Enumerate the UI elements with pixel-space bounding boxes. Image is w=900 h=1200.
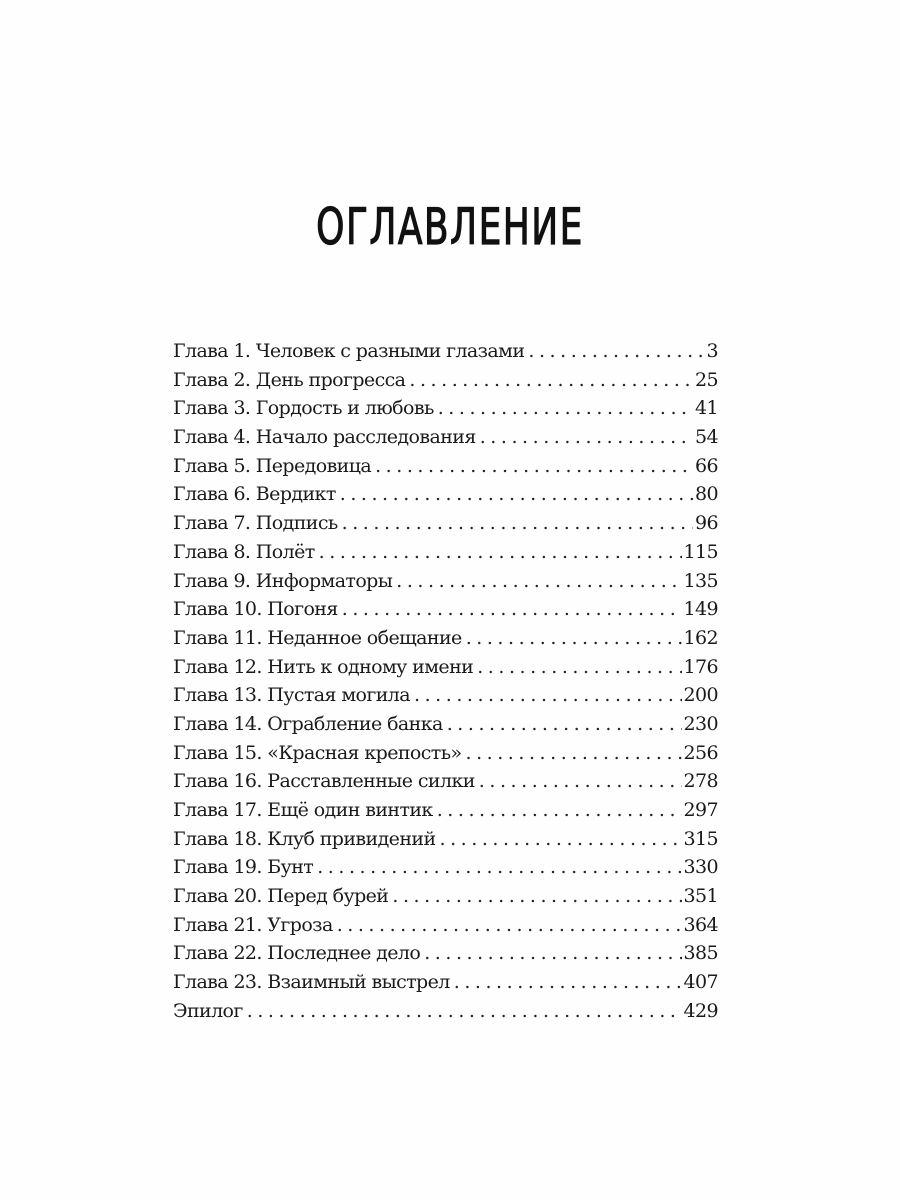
toc-entry	[173, 853, 718, 882]
toc-entry	[173, 653, 718, 682]
toc-entry-page: 176	[683, 655, 718, 678]
toc-entry	[173, 567, 718, 596]
toc-entry-title: Глава 14. Ограбление банка	[173, 712, 443, 735]
toc-entry	[173, 882, 718, 911]
dot-leader	[528, 337, 704, 366]
toc-entry-title: Глава 20. Перед бурей	[173, 885, 389, 908]
toc-entry-page: 330	[683, 856, 718, 879]
toc-entry	[173, 939, 718, 968]
toc-entry	[173, 538, 718, 567]
dot-leader	[437, 796, 682, 825]
toc-entry	[173, 681, 718, 710]
toc-entry-title: Глава 5. Передовица	[173, 454, 372, 477]
dot-leader	[454, 968, 682, 997]
toc-entry-page: 149	[683, 598, 718, 621]
toc-entry-page: 25	[695, 368, 718, 391]
dot-leader	[342, 595, 682, 624]
toc-entry	[173, 767, 718, 796]
page-title: ОГЛАВЛЕНИЕ	[316, 197, 584, 256]
toc-entry-page: 297	[683, 799, 718, 821]
dot-leader	[477, 653, 681, 682]
toc-entry-page: 96	[695, 512, 718, 535]
dot-leader	[438, 394, 693, 423]
toc-entry-title: Глава 13. Пустая могила	[173, 684, 410, 707]
toc-entry-page: 351	[683, 885, 718, 908]
toc-entry-title: Глава 2. День прогресса	[173, 368, 406, 391]
dot-leader	[465, 739, 681, 768]
toc-entry-page: 230	[683, 712, 718, 735]
toc-entry-title: Глава 3. Гордость и любовь	[173, 397, 434, 420]
toc-entry-title: Глава 19. Бунт	[173, 856, 314, 879]
toc-entry-title: Глава 18. Клуб привидений	[173, 827, 436, 850]
toc-entry	[173, 710, 718, 739]
toc-entry-title: Глава 1. Человек с разными глазами	[173, 340, 525, 362]
toc-entry-title: Глава 21. Угроза	[173, 913, 333, 936]
dot-leader	[447, 710, 682, 739]
toc-entry	[173, 825, 718, 854]
toc-entry	[173, 452, 718, 481]
toc-entry-title: Глава 23. Взаимный выстрел	[173, 971, 450, 994]
toc-entry-page: 162	[683, 626, 718, 649]
dot-leader	[342, 509, 693, 538]
toc-entry-title: Глава 4. Начало расследования	[173, 426, 476, 449]
dot-leader	[317, 853, 681, 882]
toc-entry-page: 41	[695, 397, 718, 420]
toc-entry	[173, 624, 718, 653]
dot-leader	[466, 624, 682, 653]
toc-entry	[173, 739, 718, 768]
dot-leader	[319, 538, 682, 567]
toc-entry-title: Эпилог	[173, 999, 243, 1022]
toc-entry-page: 429	[683, 999, 718, 1022]
toc-entry-title: Глава 15. «Красная крепость»	[173, 741, 462, 764]
toc-entry-page: 256	[683, 741, 718, 764]
toc-entry-title: Глава 7. Подпись	[173, 512, 338, 535]
toc-entry-page: 385	[683, 942, 718, 965]
toc-entry-page: 200	[683, 684, 718, 707]
toc-entry-page: 115	[683, 540, 718, 563]
toc-entry-page: 80	[695, 483, 718, 506]
toc-entry	[173, 423, 718, 452]
toc-entry-page: 407	[683, 971, 718, 994]
toc-entry-title: Глава 16. Расставленные силки	[173, 770, 475, 793]
toc-entry	[173, 595, 718, 624]
toc-entry	[173, 509, 718, 538]
dot-leader	[247, 997, 682, 1026]
toc-entry-title: Глава 9. Информаторы	[173, 569, 393, 592]
toc-entry-title: Глава 22. Последнее дело	[173, 942, 421, 965]
toc-entry-page: 54	[695, 426, 718, 449]
toc-entry	[173, 480, 718, 509]
toc-entry-page: 315	[683, 827, 718, 850]
toc-entry-page: 364	[683, 913, 718, 936]
dot-leader	[440, 825, 682, 854]
toc-entry-title: Глава 12. Нить к одному имени	[173, 655, 474, 678]
toc-entry	[173, 366, 718, 395]
dot-leader	[340, 480, 693, 509]
dot-leader	[424, 939, 681, 968]
toc-entry-page: 3	[706, 340, 718, 362]
dot-leader	[409, 366, 693, 395]
toc-entry-title: Глава 17. Ещё один винтик	[173, 799, 433, 821]
toc-entry-page: 66	[695, 454, 718, 477]
dot-leader	[375, 452, 693, 481]
toc-entry-title: Глава 6. Вердикт	[173, 483, 336, 506]
toc-entry	[173, 968, 718, 997]
dot-leader	[337, 911, 682, 940]
dot-leader	[414, 681, 682, 710]
toc-entry-page: 278	[683, 770, 718, 793]
dot-leader	[479, 767, 682, 796]
toc-entry	[173, 796, 718, 825]
table-of-contents	[173, 337, 718, 1026]
toc-entry-title: Глава 10. Погоня	[173, 598, 338, 621]
toc-entry-title: Глава 8. Полёт	[173, 540, 315, 563]
dot-leader	[396, 567, 681, 596]
dot-leader	[480, 423, 693, 452]
toc-entry	[173, 911, 718, 940]
toc-entry	[173, 337, 718, 366]
dot-leader	[392, 882, 681, 911]
toc-entry-title: Глава 11. Неданное обещание	[173, 626, 462, 649]
toc-entry	[173, 394, 718, 423]
toc-entry-epilogue	[173, 997, 718, 1026]
toc-entry-page: 135	[683, 569, 718, 592]
